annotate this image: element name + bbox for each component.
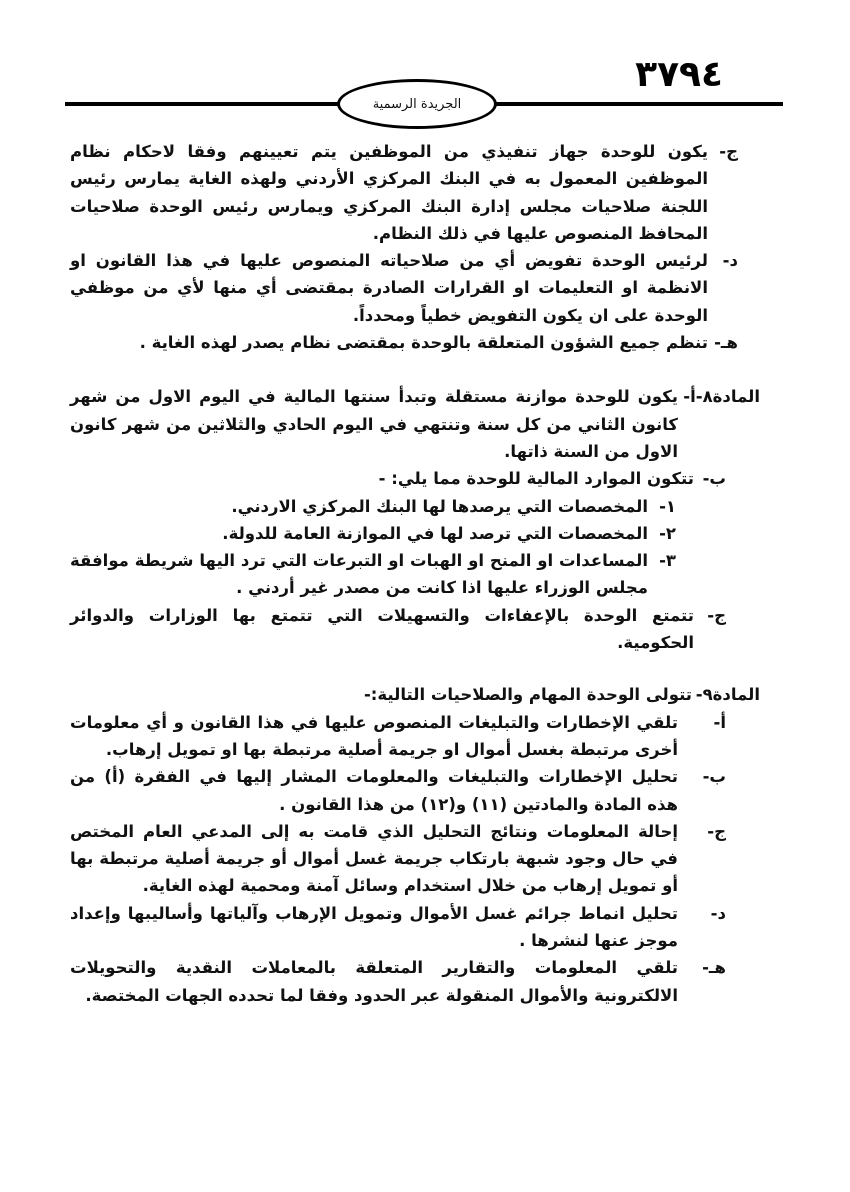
item-text: تتمتع الوحدة بالإعفاءات والتسهيلات التي تتمتع بها الوزارات والدوائر الحكومية. xyxy=(70,605,694,653)
item-text: إحالة المعلومات ونتائج التحليل الذي قامت به إلى المدعي العام المختص في حال وجود شبهة بارتكاب جريمة غسل أموال أو جريمة أصلية مرتبطة بها أو تمويل إرهاب من خلال استخدام وسائل آمنة ومحمية لهذه الغاية. xyxy=(70,821,678,896)
subitem-label: ١- xyxy=(659,496,676,516)
subitem-text: المساعدات او المنح او الهبات او التبرعات التي ترد اليها شريطة موافقة مجلس الوزراء عليها اذا كانت من مصدر غير أردني . xyxy=(70,551,648,598)
article-number: المادة٨- xyxy=(695,387,760,407)
item-text: تحليل انماط جرائم غسل الأموال وتمويل الإرهاب وآلياتها وأساليبها وإعداد موجز عنها لنشرها . xyxy=(70,903,678,951)
article-9-item-jeem xyxy=(70,818,726,900)
item-text: تتكون الموارد المالية للوحدة مما يلي: - xyxy=(378,469,694,489)
article-heading xyxy=(683,383,760,410)
article-9-intro xyxy=(70,681,760,708)
article-8-item-ba xyxy=(70,465,726,492)
article-9-item-alif xyxy=(70,709,726,764)
article-8-item-jeem xyxy=(70,602,726,657)
item-label: ج- xyxy=(719,142,738,161)
subitem-text: المخصصات التي ترصد لها في الموازنة العامة للدولة. xyxy=(222,523,648,543)
article-8-subitem-1 xyxy=(70,493,676,520)
item-label: ب- xyxy=(702,767,726,787)
page-number: ٣٧٩٤ xyxy=(635,54,723,95)
article-intro: تتولى الوحدة المهام والصلاحيات التالية:- xyxy=(363,685,692,705)
item-text: تنظم جميع الشؤون المتعلقة بالوحدة بمقتضى نظام يصدر لهذه الغاية . xyxy=(139,333,708,353)
item-label: ج- xyxy=(707,821,726,841)
article-heading xyxy=(696,681,760,708)
article-9-item-ba xyxy=(70,763,726,818)
article-9 xyxy=(70,681,760,1009)
item-label: ج- xyxy=(707,605,726,625)
subitem-text: المخصصات التي يرصدها لها البنك المركزي الاردني. xyxy=(231,496,648,516)
article-9-item-dal xyxy=(70,900,726,955)
article-9-item-ha xyxy=(70,954,726,1009)
item-text: تحليل الإخطارات والتبليغات والمعلومات المشار إليها في الفقرة (أ) من هذه المادة والمادتين (١١) و(١٢) من هذا القانون . xyxy=(70,767,678,814)
item-label: أ- xyxy=(683,387,696,407)
item-text: تلقي المعلومات والتقارير المتعلقة بالمعاملات النقدية والتحويلات الالكترونية والأموال المنقولة عبر الحدود وفقا لما تحدده الجهات المختصة. xyxy=(70,958,678,1005)
item-label: د- xyxy=(710,903,726,923)
item-text: لرئيس الوحدة تفويض أي من صلاحياته المنصوص عليها في هذا القانون او الانظمة او التعليمات او القرارات الصادرة بمقتضى أي منها لأي من موظفي الوحدة على ان يكون التفويض خطياً ومحدداً. xyxy=(70,251,708,325)
document-body xyxy=(70,138,760,1009)
article7-item-jeem xyxy=(70,138,738,247)
article-8 xyxy=(70,383,760,656)
item-text: يكون للوحدة موازنة مستقلة وتبدأ سنتها المالية في اليوم الاول من شهر كانون الثاني من كل سنة وتنتهي في اليوم الحادي والثلاثين من شهر كانون الاول من السنة ذاتها. xyxy=(70,387,678,461)
article-number: المادة٩- xyxy=(695,685,760,705)
item-text: تلقي الإخطارات والتبليغات المنصوص عليها في هذا القانون و أي معلومات أخرى مرتبطة بغسل أموال او جريمة أصلية مرتبطة بها او تمويل إرهاب. xyxy=(70,712,678,759)
publication-title: الجريدة الرسمية xyxy=(372,96,462,112)
item-label: ب- xyxy=(702,469,726,489)
article-8-subitem-2 xyxy=(70,520,676,547)
subitem-label: ٣- xyxy=(659,551,676,571)
article-8-subitem-3 xyxy=(70,547,676,602)
item-label: هـ- xyxy=(702,958,726,978)
item-text: يكون للوحدة جهاز تنفيذي من الموظفين يتم تعيينهم وفقا لاحكام نظام الموظفين المعمول به في البنك المركزي الأردني ولهذه الغاية يمارس رئيس اللجنة صلاحيات مجلس إدارة البنك المركزي ويمارس رئيس الوحدة صلاحيات المحافظ المنصوص عليها في ذلك النظام. xyxy=(70,142,708,243)
item-label: أ- xyxy=(713,712,726,732)
item-label: هـ- xyxy=(714,333,738,353)
subitem-label: ٢- xyxy=(659,523,676,543)
article-8-item-alif xyxy=(70,383,760,465)
item-label: د- xyxy=(722,251,738,271)
article7-item-dal xyxy=(70,247,738,329)
publication-title-badge xyxy=(337,79,497,129)
article7-item-ha xyxy=(70,329,738,356)
